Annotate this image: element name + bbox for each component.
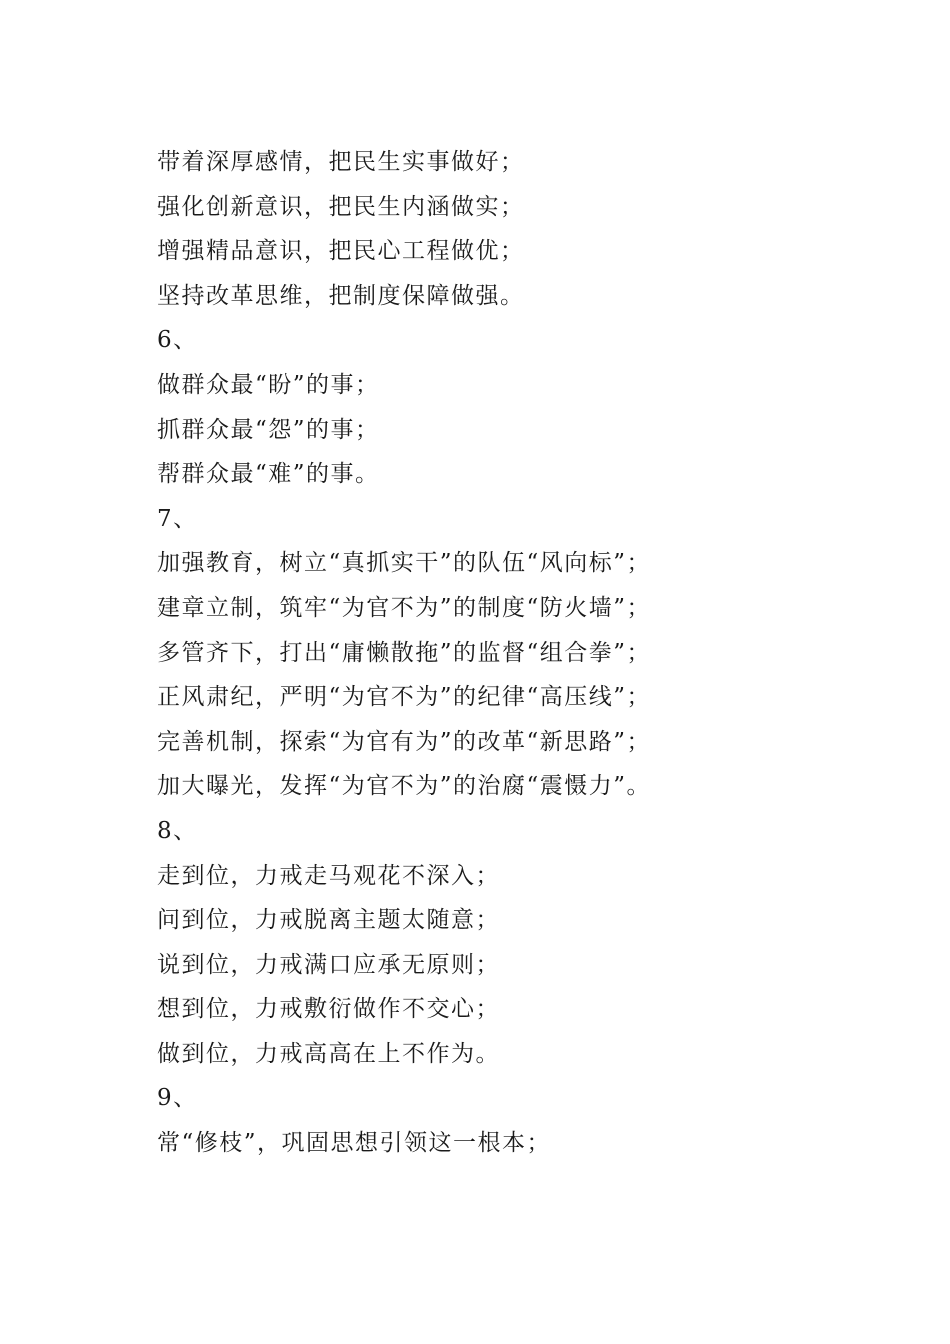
text-line: 说到位，力戒满口应承无原则； [157, 951, 500, 978]
text-line: 问到位，力戒脱离主题太随意； [157, 907, 500, 934]
text-line: 走到位，力戒走马观花不深入； [157, 862, 500, 889]
text-line: 加大曝光，发挥“为官不为”的治腐“震慑力”。 [157, 773, 652, 800]
section-number: 8、 [157, 817, 198, 844]
text-line: 强化创新意识，把民生内涵做实； [157, 193, 525, 220]
text-line: 做群众最“盼”的事； [157, 371, 380, 398]
document-body [157, 140, 857, 1166]
text-line: 多管齐下，打出“庸懒散拖”的监督“组合拳”； [157, 639, 652, 666]
section-number: 9、 [157, 1085, 198, 1112]
text-line: 加强教育，树立“真抓实干”的队伍“风向标”； [157, 550, 652, 577]
text-line: 坚持改革思维，把制度保障做强。 [157, 282, 525, 309]
text-line: 抓群众最“怨”的事； [157, 416, 380, 443]
text-line: 帮群众最“难”的事。 [157, 461, 380, 488]
section-number: 7、 [157, 505, 198, 532]
text-line: 完善机制，探索“为官有为”的改革“新思路”； [157, 728, 652, 755]
text-line: 建章立制，筑牢“为官不为”的制度“防火墙”； [157, 594, 652, 621]
text-line: 想到位，力戒敷衍做作不交心； [157, 996, 500, 1023]
section-number: 6、 [157, 327, 198, 354]
text-line: 正风肃纪，严明“为官不为”的纪律“高压线”； [157, 684, 652, 711]
text-line: 做到位，力戒高高在上不作为。 [157, 1040, 500, 1067]
text-line: 增强精品意识，把民心工程做优； [157, 238, 525, 265]
text-line: 带着深厚感情，把民生实事做好； [157, 149, 525, 175]
text-line: 常“修枝”，巩固思想引领这一根本； [157, 1130, 552, 1157]
